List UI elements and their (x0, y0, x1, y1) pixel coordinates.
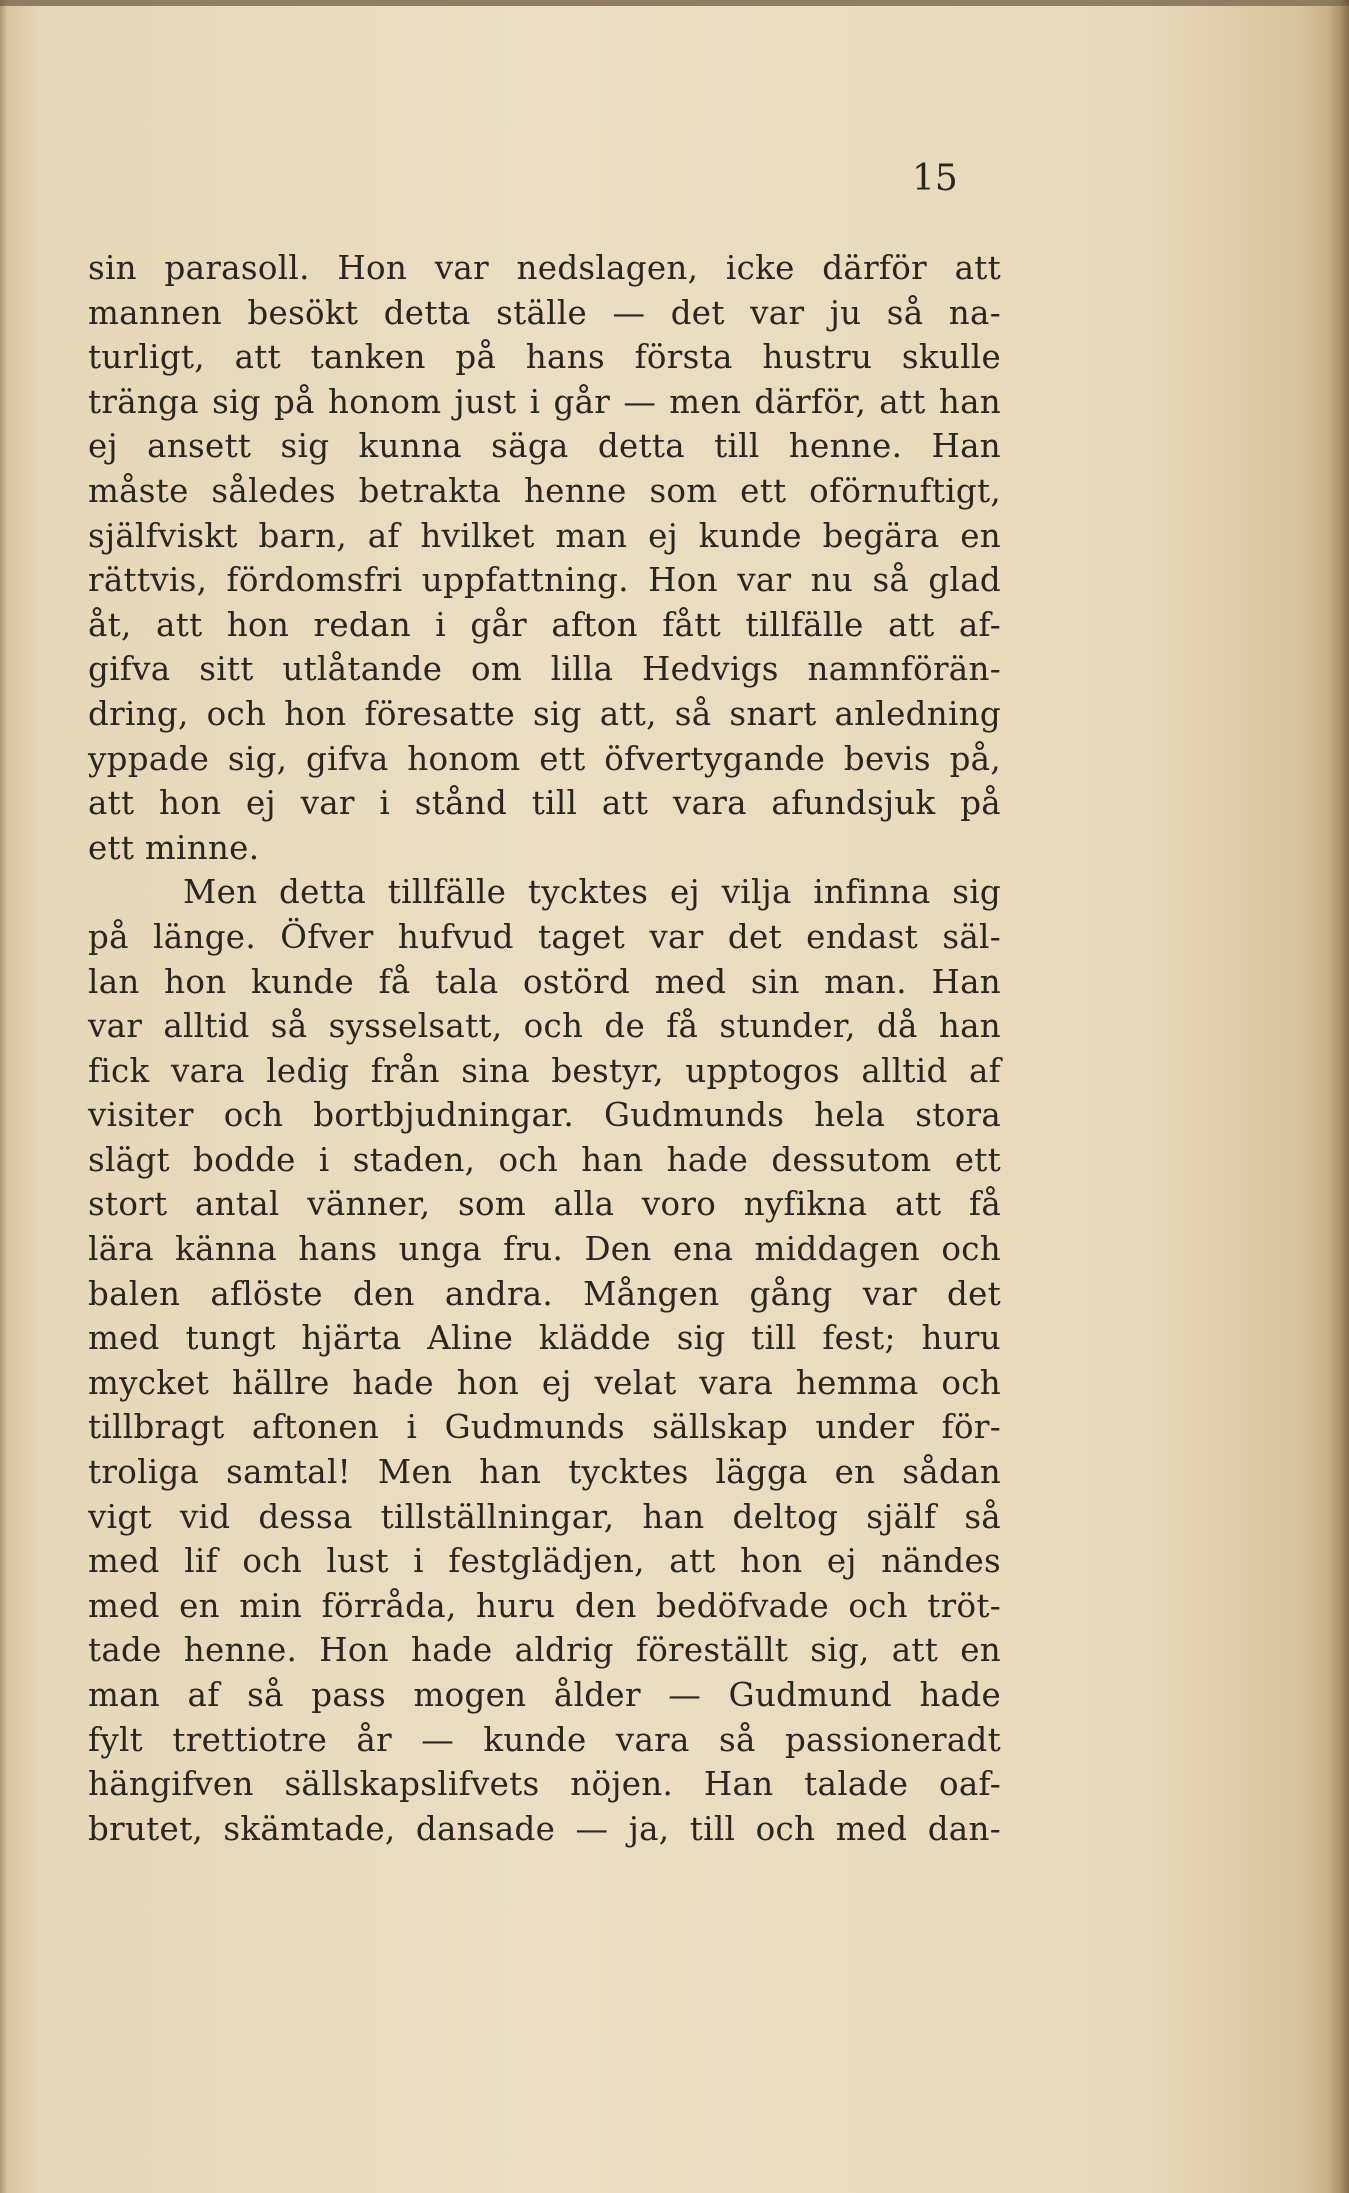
body-text (88, 246, 1001, 1851)
text-line: stort antal vänner, som alla voro nyfikna att få (88, 1185, 1001, 1224)
text-line: gifva sitt utlåtande om lilla Hedvigs namnförän- (88, 650, 1001, 689)
text-line: måste således betrakta henne som ett oförnuftigt, (88, 471, 1001, 510)
text-line: visiter och bortbjudningar. Gudmunds hela stora (88, 1096, 1001, 1135)
text-line: dring, och hon föresatte sig att, så snart anledning (88, 694, 1001, 733)
text-line: mannen besökt detta ställe — det var ju så na- (88, 293, 1001, 332)
text-line: yppade sig, gifva honom ett öfvertygande bevis på, (88, 739, 1001, 778)
text-line: med tungt hjärta Aline klädde sig till fest; huru (88, 1319, 1001, 1358)
text-line: mycket hällre hade hon ej velat vara hemma och (88, 1363, 1001, 1402)
text-line: brutet, skämtade, dansade — ja, till och med dan- (88, 1809, 1001, 1848)
text-line: på länge. Öfver hufvud taget var det endast säl- (88, 917, 1001, 956)
text-line: Men detta tillfälle tycktes ej vilja infinna sig (183, 873, 1001, 912)
page-right-edge (1327, 0, 1349, 2193)
text-line: balen aflöste den andra. Mången gång var det (88, 1274, 1001, 1313)
text-line: man af så pass mogen ålder — Gudmund hade (88, 1676, 1001, 1714)
page-left-edge (0, 0, 8, 2193)
text-line: med en min förråda, huru den bedöfvade och tröt- (88, 1586, 1001, 1625)
text-line: lära känna hans unga fru. Den ena middagen och (88, 1230, 1001, 1269)
text-line: att hon ej var i stånd till att vara afundsjuk på (88, 784, 1001, 823)
text-line: turligt, att tanken på hans första hustru skulle (88, 338, 1001, 377)
text-line: lan hon kunde få tala ostörd med sin man. Han (88, 962, 1001, 1001)
text-line: sin parasoll. Hon var nedslagen, icke därför att (88, 249, 1001, 287)
text-line: ej ansett sig kunna säga detta till henne. Han (88, 427, 1001, 466)
text-line: rättvis, fördomsfri uppfattning. Hon var nu så glad (88, 561, 1001, 600)
text-line: fick vara ledig från sina bestyr, upptogos alltid af (88, 1051, 1001, 1090)
page-number: 15 (912, 158, 958, 199)
text-line: hängifven sällskapslifvets nöjen. Han talade oaf- (88, 1765, 1001, 1804)
text-line: själfviskt barn, af hvilket man ej kunde begära en (88, 516, 1001, 555)
text-line: vigt vid dessa tillställningar, han deltog själf så (88, 1497, 1001, 1536)
text-line: fylt trettiotre år — kunde vara så passioneradt (88, 1720, 1001, 1759)
text-line: var alltid så sysselsatt, och de få stunder, då han (88, 1007, 1001, 1046)
text-line: med lif och lust i festglädjen, att hon ej nändes (88, 1542, 1001, 1581)
page-top-edge (0, 0, 1349, 6)
text-line: tillbragt aftonen i Gudmunds sällskap under för- (88, 1408, 1001, 1447)
text-line: åt, att hon redan i går afton fått tillfälle att af- (88, 605, 1001, 644)
text-line: troliga samtal! Men han tycktes lägga en sådan (88, 1453, 1001, 1492)
text-line: tade henne. Hon hade aldrig föreställt sig, att en (88, 1631, 1001, 1670)
text-line: slägt bodde i staden, och han hade dessutom ett (88, 1140, 1001, 1179)
text-line: ett minne. (88, 828, 260, 867)
text-line: tränga sig på honom just i går — men därför, att han (88, 382, 1001, 421)
